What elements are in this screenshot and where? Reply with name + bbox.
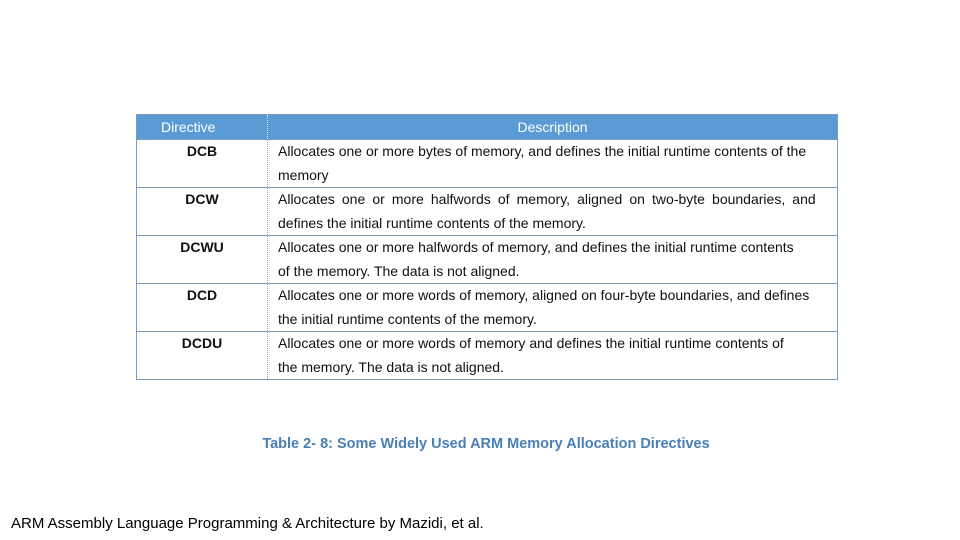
- description-line: defines the initial runtime contents of the memory.: [278, 214, 586, 231]
- description-line: Allocates one or more words of memory, aligned on four-byte boundaries, and defines: [278, 287, 810, 303]
- header-description: Description: [268, 115, 838, 140]
- description-line: Allocates one or more halfwords of memory, and defines the initial runtime contents: [278, 239, 794, 255]
- description-line: memory: [278, 166, 329, 183]
- table-caption: Table 2- 8: Some Widely Used ARM Memory Allocation Directives: [262, 436, 710, 452]
- description-cell: [268, 284, 838, 332]
- directive-cell: DCD: [137, 284, 268, 332]
- description-line: of the memory. The data is not aligned.: [278, 262, 520, 279]
- description-cell: [268, 332, 838, 380]
- table-header-row: [137, 115, 838, 140]
- description-line: Allocates one or more halfwords of memory, aligned on two-byte boundaries, and: [278, 191, 816, 207]
- description-cell: [268, 140, 838, 188]
- book-citation-footer: ARM Assembly Language Programming & Architecture by Mazidi, et al.: [11, 515, 484, 532]
- description-cell: [268, 236, 838, 284]
- table-row: [137, 236, 838, 284]
- table-row: [137, 188, 838, 236]
- directive-cell: DCWU: [137, 236, 268, 284]
- table-row: [137, 140, 838, 188]
- description-line: the memory. The data is not aligned.: [278, 358, 504, 375]
- description-cell: [268, 188, 838, 236]
- directive-cell: DCDU: [137, 332, 268, 380]
- table-row: [137, 332, 838, 380]
- header-directive: Directive: [137, 115, 268, 140]
- directives-table-container: [136, 114, 836, 380]
- directive-cell: DCB: [137, 140, 268, 188]
- directive-cell: DCW: [137, 188, 268, 236]
- directives-table: [136, 114, 838, 380]
- description-line: Allocates one or more bytes of memory, and defines the initial runtime contents of the: [278, 143, 807, 159]
- table-row: [137, 284, 838, 332]
- description-line: Allocates one or more words of memory and defines the initial runtime contents of: [278, 335, 784, 351]
- description-line: the initial runtime contents of the memory.: [278, 310, 537, 327]
